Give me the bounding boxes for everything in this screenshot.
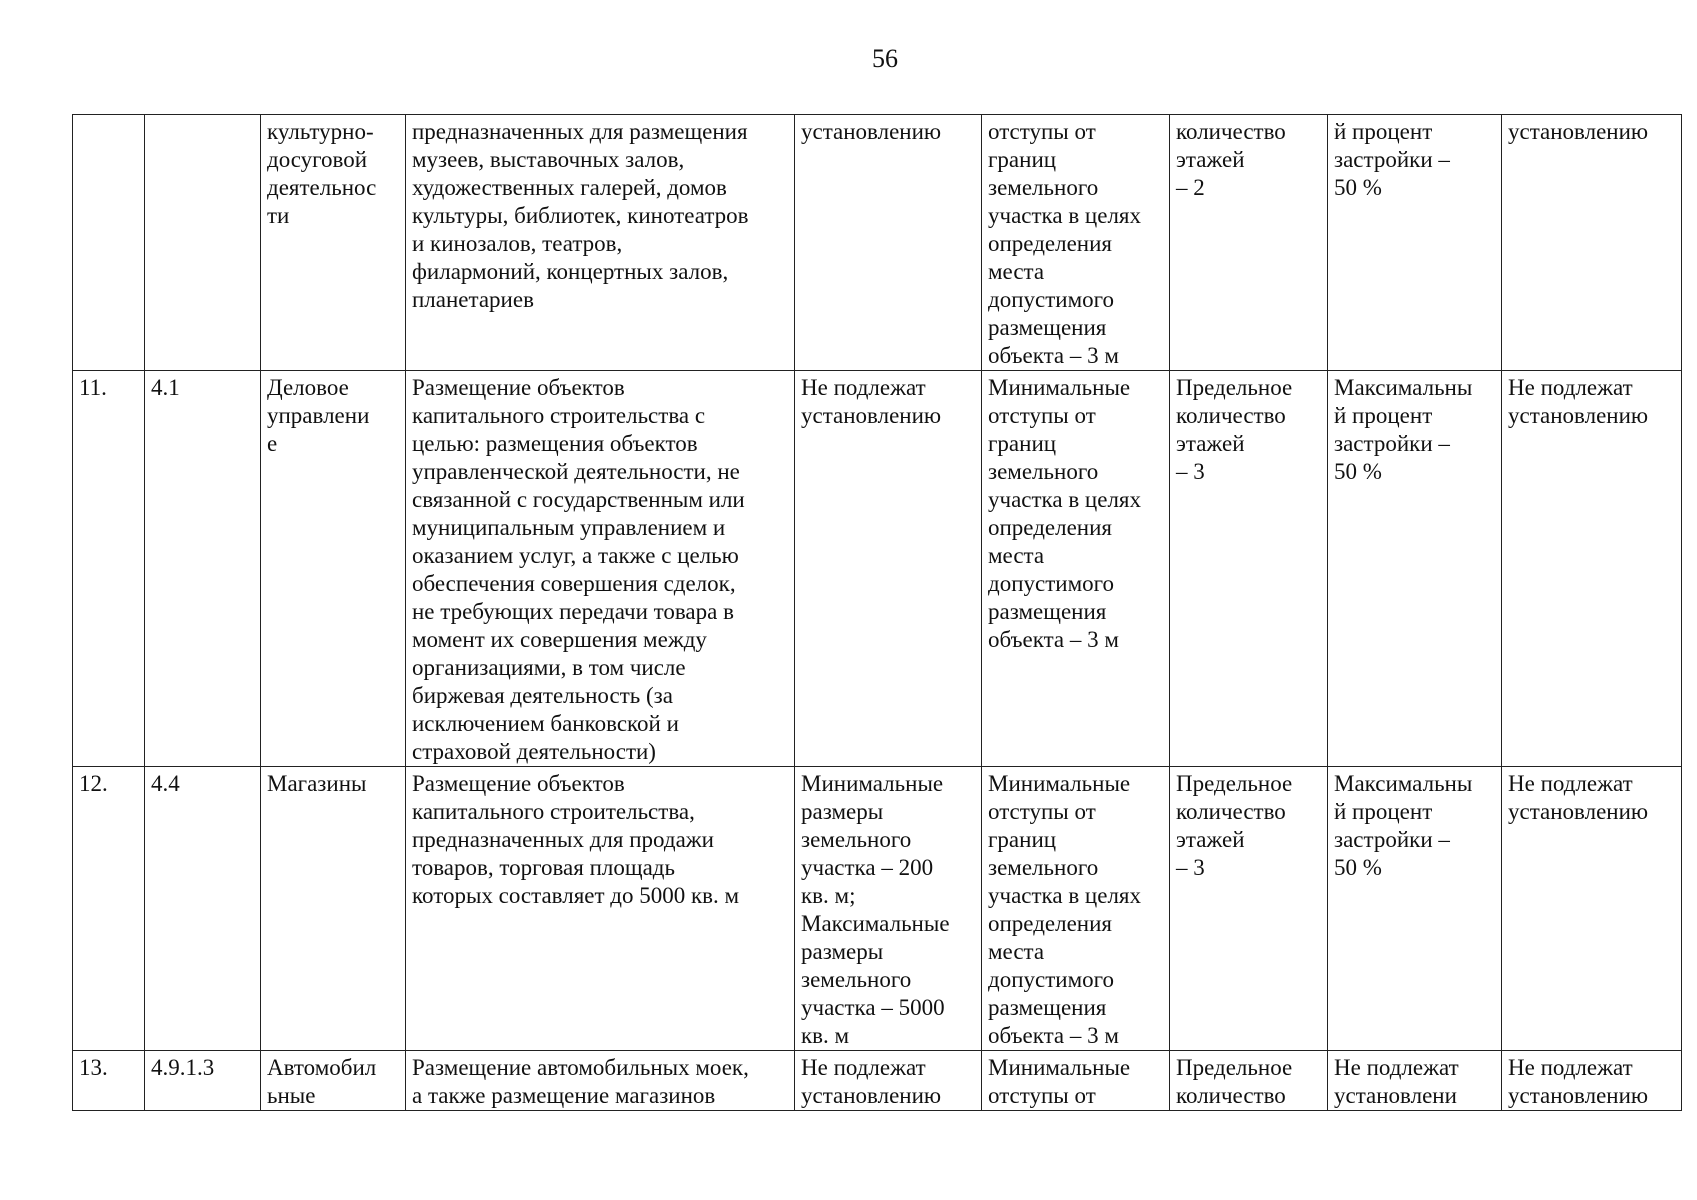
coverage-cell: Максимальны й процент застройки – 50 % [1328, 767, 1502, 1051]
table-row [73, 767, 1682, 1051]
plot-size-cell: установлению [795, 115, 982, 371]
other-limits-cell: Не подлежат установлению [1502, 1051, 1682, 1111]
description-cell: Размещение автомобильных моек, а также размещение магазинов [406, 1051, 795, 1111]
setbacks-cell: Минимальные отступы от [982, 1051, 1170, 1111]
row-number-cell: 12. [73, 767, 145, 1051]
other-limits-cell: Не подлежат установлению [1502, 767, 1682, 1051]
zoning-table [72, 114, 1682, 1111]
row-number-cell [73, 115, 145, 371]
code-cell: 4.4 [145, 767, 261, 1051]
table-row [73, 1051, 1682, 1111]
use-name-cell: Автомобил ьные [261, 1051, 406, 1111]
row-number-cell: 13. [73, 1051, 145, 1111]
table-row [73, 371, 1682, 767]
use-name-cell: Магазины [261, 767, 406, 1051]
description-cell: Размещение объектов капитального строительства, предназначенных для продажи товаров, торговая площадь которых составляет до 5000 кв. м [406, 767, 795, 1051]
page-number: 56 [872, 44, 898, 73]
other-limits-cell: установлению [1502, 115, 1682, 371]
use-name-cell: Деловое управлени е [261, 371, 406, 767]
setbacks-cell: Минимальные отступы от границ земельного участка в целях определения места допустимого размещения объекта – 3 м [982, 767, 1170, 1051]
description-cell: предназначенных для размещения музеев, выставочных залов, художественных галерей, домов культуры, библиотек, кинотеатров и кинозалов, театров, филармоний, концертных залов, планетариев [406, 115, 795, 371]
floors-cell: Предельное количество этажей – 3 [1170, 767, 1328, 1051]
code-cell [145, 115, 261, 371]
floors-cell: количество этажей – 2 [1170, 115, 1328, 371]
row-number-cell: 11. [73, 371, 145, 767]
setbacks-cell: Минимальные отступы от границ земельного участка в целях определения места допустимого размещения объекта – 3 м [982, 371, 1170, 767]
plot-size-cell: Не подлежат установлению [795, 371, 982, 767]
other-limits-cell: Не подлежат установлению [1502, 371, 1682, 767]
floors-cell: Предельное количество этажей – 3 [1170, 371, 1328, 767]
table-row [73, 115, 1682, 371]
plot-size-cell: Не подлежат установлению [795, 1051, 982, 1111]
description-cell: Размещение объектов капитального строительства с целью: размещения объектов управленческой деятельности, не связанной с государственным или муниципальным управлением и оказанием услуг, а также с целью обеспечения совершения сделок, не требующих передачи товара в момент их совершения между организациями, в том числе биржевая деятельность (за исключением банковской и страховой деятельности) [406, 371, 795, 767]
coverage-cell: й процент застройки – 50 % [1328, 115, 1502, 371]
code-cell: 4.1 [145, 371, 261, 767]
plot-size-cell: Минимальные размеры земельного участка – 200 кв. м; Максимальные размеры земельного участка – 5000 кв. м [795, 767, 982, 1051]
code-cell: 4.9.1.3 [145, 1051, 261, 1111]
use-name-cell: культурно- досуговой деятельнос ти [261, 115, 406, 371]
coverage-cell: Не подлежат установлени [1328, 1051, 1502, 1111]
coverage-cell: Максимальны й процент застройки – 50 % [1328, 371, 1502, 767]
setbacks-cell: отступы от границ земельного участка в целях определения места допустимого размещения объекта – 3 м [982, 115, 1170, 371]
floors-cell: Предельное количество [1170, 1051, 1328, 1111]
